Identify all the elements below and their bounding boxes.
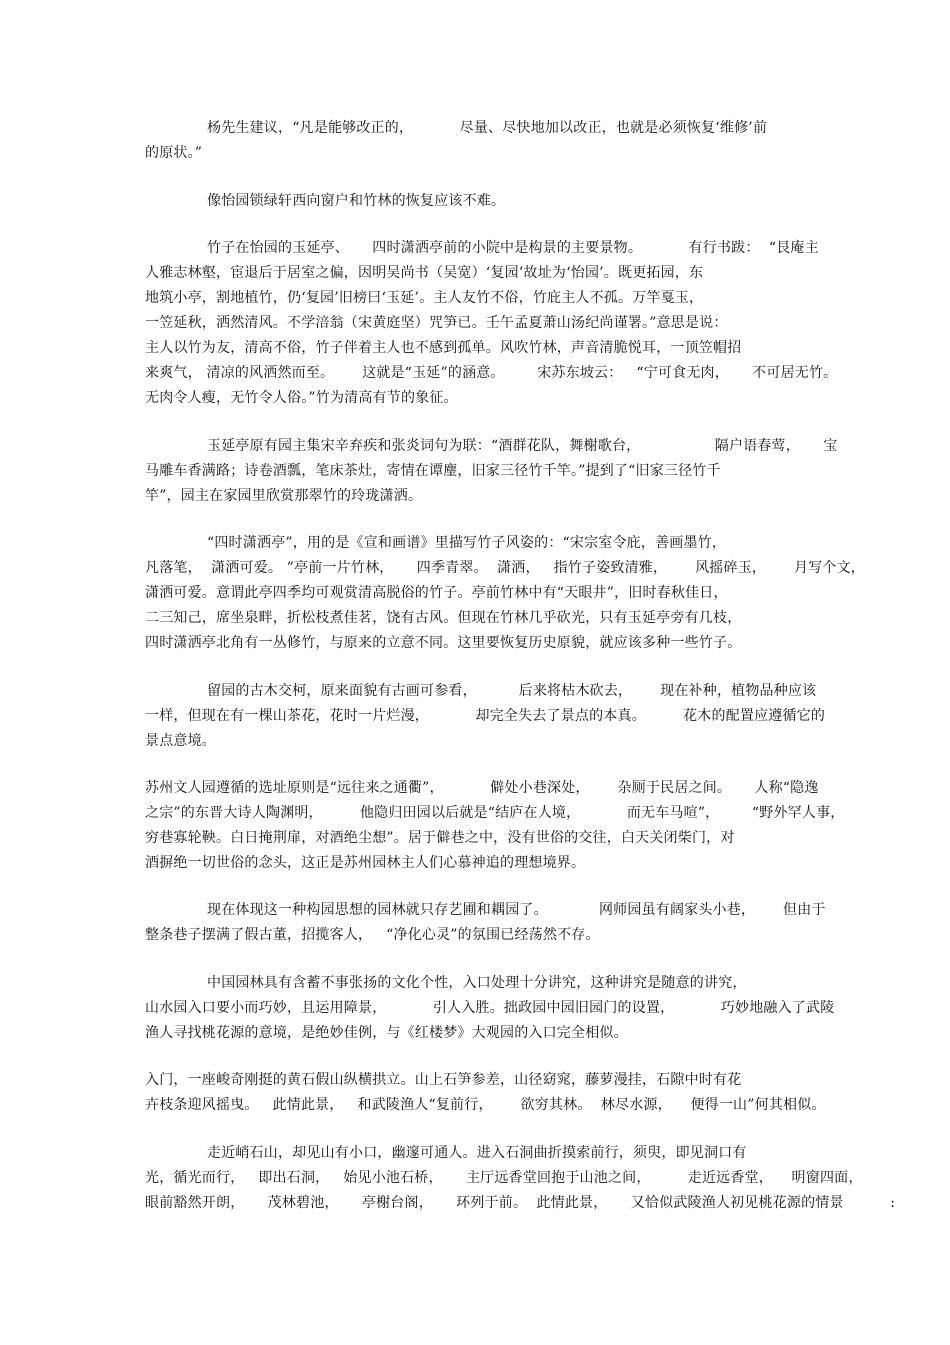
text-line: 光，循光而行， 即出石洞， 始见小池石桥， 主厅远香堂回抱于山池之间， 走近远香堂， 明窗四面， <box>145 1170 863 1186</box>
text-line: 竹子在怡园的玉延亭、 四时潇洒亭前的小院中是构景的主要景物。 有行书跋： “艮庵主 <box>207 240 819 256</box>
text-line: 一样，但现在有一棵山茶花，花时一片烂漫， 却完全失去了景点的本真。 花木的配置应遵循它的 <box>145 708 826 724</box>
text-line: 卉枝条迎风摇曳。 此情此景， 和武陵渔人“复前行， 欲穷其林。 林尽水源， 便得一山”何其相似。 <box>145 1097 826 1113</box>
text-line: 山水园入口要小而巧妙，且运用障景， 引人入胜。拙政园中园旧园门的设置， 巧妙地融入了武陵 <box>145 1000 835 1016</box>
text-line: 潇洒可爱。意谓此亭四季均可观赏清高脱俗的竹子。亭前竹林中有“天眼井”，旧时春秋佳日， <box>145 585 728 601</box>
text-line: 景点意境。 <box>145 733 216 749</box>
text-line: 走近峭石山，却见山有小口，幽邃可通人。进入石洞曲折摸索前行，须臾，即见洞口有 <box>207 1145 747 1161</box>
text-line: 二三知己，席坐泉畔，折松枝煮佳茗，饶有古风。但现在竹林几乎砍光，只有玉延亭旁有几枝， <box>145 610 742 626</box>
text-line: 杨先生建议，“凡是能够改正的， 尽量、尽快地加以改正，也就是必须恢复‘维修’前 <box>207 120 768 136</box>
text-line: 苏州文人园遵循的选址原则是“远往来之通衢”， 僻处小巷深处， 杂厕于民居之间。 人称“隐逸 <box>145 780 819 796</box>
text-line: 地筑小亭，割地植竹，仍‘复园’旧榜曰‘玉延’。主人友竹不俗，竹庇主人不孤。万竿戛玉， <box>145 290 704 306</box>
text-line: 入门，一座峻奇刚挺的黄石假山纵横拱立。山上石笋参差，山径窈窕，藤萝漫挂，石隙中时有花 <box>145 1072 742 1088</box>
text-line: 马雕车香满路；诗卷酒瓢，笔床茶灶，寄情在谭麈，旧家三径竹千竿。”提到了“旧家三径竹千 <box>145 463 721 479</box>
text-line: 整条巷子摆满了假古董，招揽客人， “净化心灵”的氛围已经荡然不存。 <box>145 927 600 943</box>
text-line: 竿”，园主在家园里欣赏那翠竹的玲珑潇洒。 <box>145 488 423 504</box>
text-line: 主人以竹为友，清高不俗，竹子伴着主人也不感到孤单。风吹竹林，声音清脆悦耳，一顶笠帽招 <box>145 340 742 356</box>
text-line: 人雅志林壑，宦退后于居室之偏，因明吴尚书（吴宽）‘复园’故址为‘怡园’。既更拓园，东 <box>145 265 704 281</box>
text-line: 四时潇洒亭北角有一丛修竹，与原来的立意不同。这里要恢复历史原貌，就应该多种一些竹子。 <box>145 635 742 651</box>
text-line: 无肉令人瘦，无竹令人俗。”竹为清高有节的象征。 <box>145 390 458 406</box>
text-line: 一笠延秋，洒然清风。不学涪翁（宋黄庭坚）咒笋已。壬午孟夏萧山汤纪尚谨署。”意思是说： <box>145 315 728 331</box>
text-line: 之宗”的东晋大诗人陶渊明， 他隐归田园以后就是“结庐在人境， 而无车马喧”， “野外罕人事， <box>145 805 845 821</box>
text-line: 玉延亭原有园主集宋辛弃疾和张炎词句为联：“酒群花队，舞榭歌台， 隔户语春莺， 宝 <box>207 438 838 454</box>
text-line: 留园的古木交柯，原来面貌有古画可参看， 后来将枯木砍去， 现在补种，植物品种应该 <box>207 683 817 699</box>
text-line: 像怡园锁绿轩西向窗户和竹林的恢复应该不难。 <box>207 193 506 209</box>
text-line: 中国园林具有含蓄不事张扬的文化个性，入口处理十分讲究，这种讲究是随意的讲究， <box>207 975 747 991</box>
text-line: 的原状。” <box>145 145 203 161</box>
text-line: “四时潇洒亭”，用的是《宣和画谱》里描写竹子风姿的：“宋宗室令庇，善画墨竹， <box>207 535 727 551</box>
text-line: 凡落笔， 潇洒可爱。 ”亭前一片竹林， 四季青翠。 潇洒， 指竹子姿致清雅， 风摇碎玉， 月写个文， <box>145 560 866 576</box>
text-line: 渔人寻找桃花源的意境，是绝妙佳例，与《红楼梦》大观园的入口完全相似。 <box>145 1025 628 1041</box>
text-line: 眼前豁然开朗， 茂林碧池， 亭榭台阁， 环列于前。 此情此景， 又恰似武陵渔人初见桃花源的情景 : <box>145 1195 896 1211</box>
text-line: 来爽气， 清凉的风洒然而至。 这就是“玉延”的涵意。 宋苏东坡云： “宁可食无肉， 不可居无竹。 <box>145 365 838 381</box>
text-line: 穷巷寡轮鞅。白日掩荆扉，对酒绝尘想”。居于僻巷之中，没有世俗的交往，白天关闭柴门，对 <box>145 830 735 846</box>
text-line: 现在体现这一种构园思想的园林就只存艺圃和耦园了。 网师园虽有阔家头小巷， 但由于 <box>207 902 826 918</box>
text-line: 酒摒绝一切世俗的念头，这正是苏州园林主人们心慕神追的理想境界。 <box>145 855 586 871</box>
